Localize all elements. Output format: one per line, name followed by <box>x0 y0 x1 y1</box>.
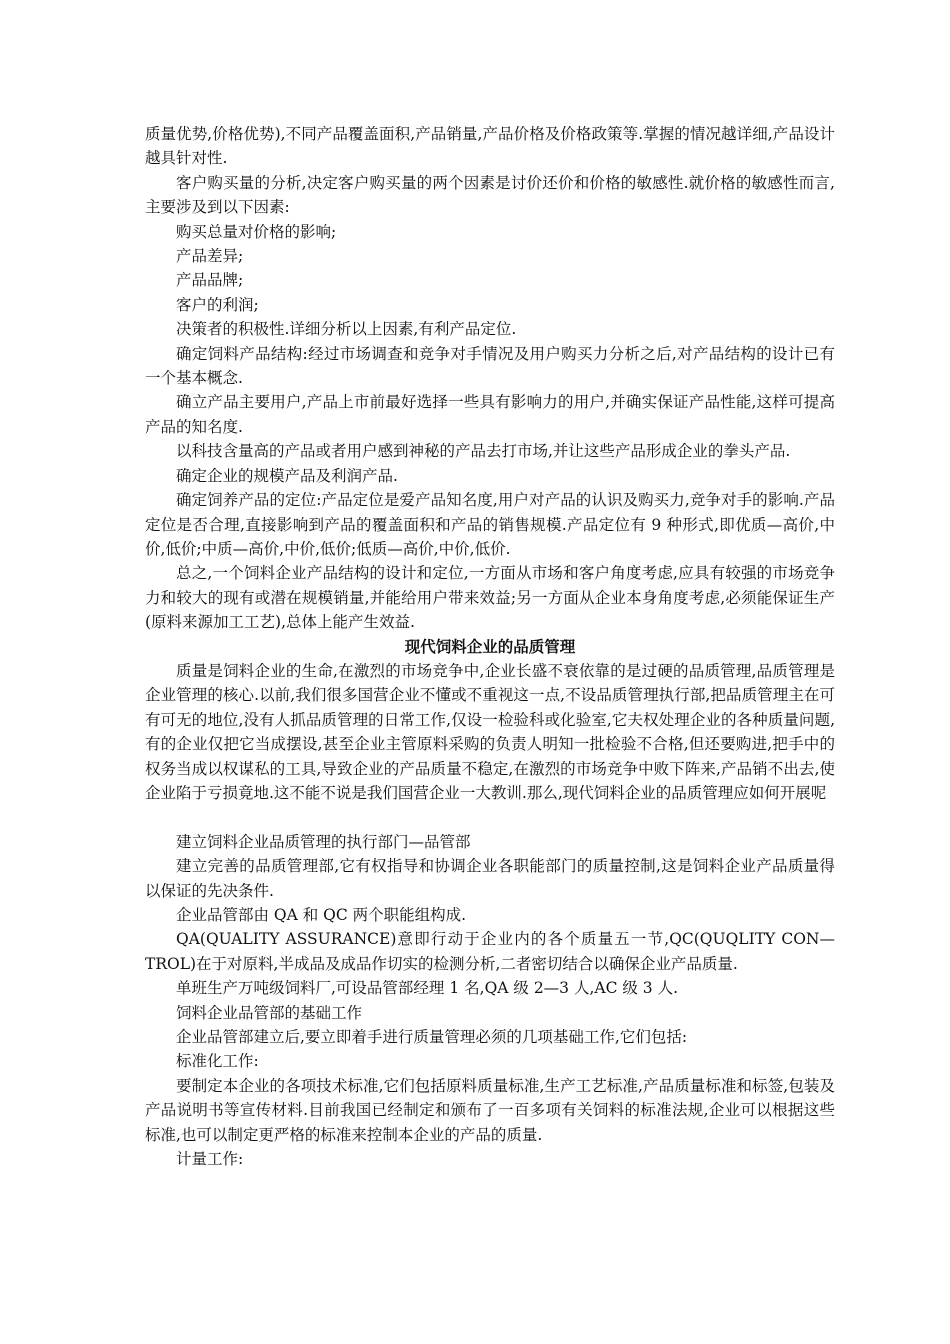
list-item: 客户的利润; <box>176 295 259 314</box>
paragraph: 确定饲养产品的定位:产品定位是爱产品知名度,用户对产品的认识及购买力,竞争对手的影响.产品定位是否合理,直接影响到产品的覆盖面积和产品的销售规模.产品定位有 9 种形式,即优质—高价,中价,低价;中质—高价,中价,低价;低质—高价,中价,低价. <box>145 491 835 558</box>
list-item: 产品差异; <box>176 247 244 266</box>
subheading: 饲料企业品管部的基础工作 <box>176 1003 363 1022</box>
subheading: 标准化工作: <box>176 1052 259 1071</box>
paragraph: QA(QUALITY ASSURANCE)意即行动于企业内的各个质量五一节,QC(QUQLITY CON—TROL)在于对原料,半成品及成品作切实的检测分析,二者密切结合以确保企业产品质量. <box>145 930 835 973</box>
blank-line <box>145 805 835 829</box>
paragraph: 建立完善的品质管理部,它有权指导和协调企业各职能部门的质量控制,这是饲料企业产品质量得以保证的先决条件. <box>145 857 835 900</box>
list-item: 产品品牌; <box>176 271 244 290</box>
paragraph: 确立产品主要用户,产品上市前最好选择一些具有影响力的用户,并确实保证产品性能,这样可提高产品的知名度. <box>145 393 835 436</box>
paragraph: 企业品管部由 QA 和 QC 两个职能组构成. <box>176 905 467 924</box>
document-body <box>145 122 835 1171</box>
subheading: 计量工作: <box>176 1150 244 1169</box>
paragraph: 要制定本企业的各项技术标准,它们包括原料质量标准,生产工艺标准,产品质量标准和标签,包装及产品说明书等宣传材料.目前我国已经制定和颁布了一百多项有关饲料的标准法规,企业可以根据这些标准,也可以制定更严格的标准来控制本企业的产品的质量. <box>145 1076 835 1144</box>
paragraph: 单班生产万吨级饲料厂,可设品管部经理 1 名,QA 级 2—3 人,AC 级 3 人. <box>176 979 679 998</box>
paragraph: 质量优势,价格优势),不同产品覆盖面积,产品销量,产品价格及价格政策等.掌握的情况越详细,产品设计越具针对性. <box>145 125 835 168</box>
paragraph: 以科技含量高的产品或者用户感到神秘的产品去打市场,并让这些产品形成企业的拳头产品. <box>176 442 791 461</box>
subheading: 建立饲料企业品质管理的执行部门—品管部 <box>176 832 471 851</box>
paragraph: 确定企业的规模产品及利润产品. <box>176 466 398 485</box>
list-item: 购买总量对价格的影响; <box>176 222 337 241</box>
paragraph: 客户购买量的分析,决定客户购买量的两个因素是讨价还价和价格的敏感性.就价格的敏感性而言,主要涉及到以下因素: <box>145 173 835 217</box>
paragraph: 总之,一个饲料企业产品结构的设计和定位,一方面从市场和客户角度考虑,应具有较强的市场竞争力和较大的现有或潜在规模销量,并能给用户带来效益;另一方面从企业本身角度考虑,必须能保证生产(原料来源加工工艺),总体上能产生效益. <box>145 564 835 632</box>
section-title: 现代饲料企业的品质管理 <box>404 636 576 656</box>
paragraph: 质量是饲料企业的生命,在激烈的市场竞争中,企业长盛不衰依靠的是过硬的品质管理,品质管理是企业管理的核心.以前,我们很多国营企业不懂或不重视这一点,不设品质管理执行部,把品质管理主在可有可无的地位,没有人抓品质管理的日常工作,仅设一检验科或化验室,它夫权处理企业的各种质量问题,有的企业仅把它当成摆设,甚至企业主管原料采购的负责人明知一批检验不合格,但还要购进,把手中的权务当成以权谋私的工具,导致企业的产品质量不稳定,在激烈的市场竞争中败下阵来,产品销不出去,使企业陷于亏损竟地.这不能不说是我们国营企业一大教训.那么,现代饲料企业的品质管理应如何开展呢 <box>145 661 835 802</box>
paragraph: 确定饲料产品结构:经过市场调查和竞争对手情况及用户购买力分析之后,对产品结构的设计已有一个基本概念. <box>145 344 835 388</box>
list-item: 决策者的积极性.详细分析以上因素,有利产品定位. <box>176 320 517 339</box>
paragraph: 企业品管部建立后,要立即着手进行质量管理必须的几项基础工作,它们包括: <box>176 1028 688 1047</box>
